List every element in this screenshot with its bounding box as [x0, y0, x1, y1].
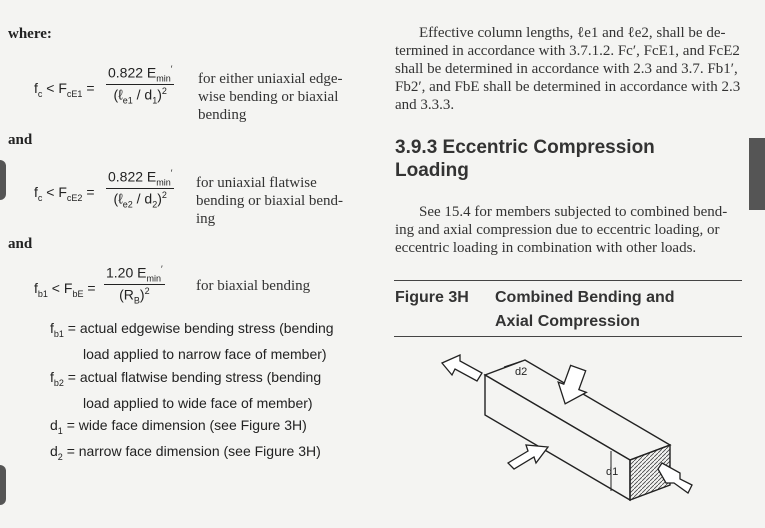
and-label-2: and	[8, 236, 33, 252]
dimension-d1-label: d1	[606, 466, 619, 478]
thumb-index-tab	[749, 138, 765, 210]
figure-label: Figure 3H	[395, 289, 469, 306]
figure-3h-diagram	[430, 345, 695, 505]
arrow-axial-right-icon	[658, 463, 692, 493]
definition-d1: $d_1$ = wide face dimension (see Figure 3H)	[50, 417, 307, 436]
dimension-d2-label: d2	[515, 366, 528, 378]
equation-2-note: for uniaxial flatwise bending or biaxial bend-ing	[196, 175, 344, 227]
paragraph-eccentric-loading: See 15.4 for members subjected to combined bend- ing and axial compression due to eccentric loading, or eccentric loading in combination with other loads.	[395, 204, 728, 256]
definition-fb1: $f_{b1}$ = actual edgewise bending stress (bending load applied to narrow face of member)	[50, 320, 334, 362]
equation-3-note: for biaxial bending	[196, 278, 311, 294]
definition-fb2: $f_{b2}$ = actual flatwise bending stress (bending load applied to wide face of member)	[50, 369, 322, 411]
scan-edge-mark-bottom	[0, 465, 6, 505]
and-label-1: and	[8, 132, 33, 148]
arrow-axial-left-icon	[442, 355, 482, 381]
scan-edge-mark-top	[0, 160, 6, 200]
equation-1-note: for either uniaxial edge-wise bending or biaxial bending	[198, 71, 343, 123]
section-heading: 3.9.3 Eccentric Compression Loading	[395, 137, 655, 181]
figure-title: Combined Bending and Axial Compression	[495, 289, 675, 330]
paragraph-effective-lengths: Effective column lengths, ℓe1 and ℓe2, shall be de- termined in accordance with 3.7.1.2. Fc′, FcE1, and FcE2 shall be determined in accordance with 2.3 and 3.7. Fb1′, Fb2′, and FbE shall be determined in accordance with 2.3 and 3.3.3.	[395, 25, 741, 113]
where-label: where:	[8, 26, 52, 42]
definition-d2: $d_2$ = narrow face dimension (see Figure 3H)	[50, 443, 321, 462]
figure-bottom-rule	[394, 336, 742, 337]
figure-top-rule	[394, 280, 742, 281]
arrow-side-load-icon	[508, 445, 548, 469]
